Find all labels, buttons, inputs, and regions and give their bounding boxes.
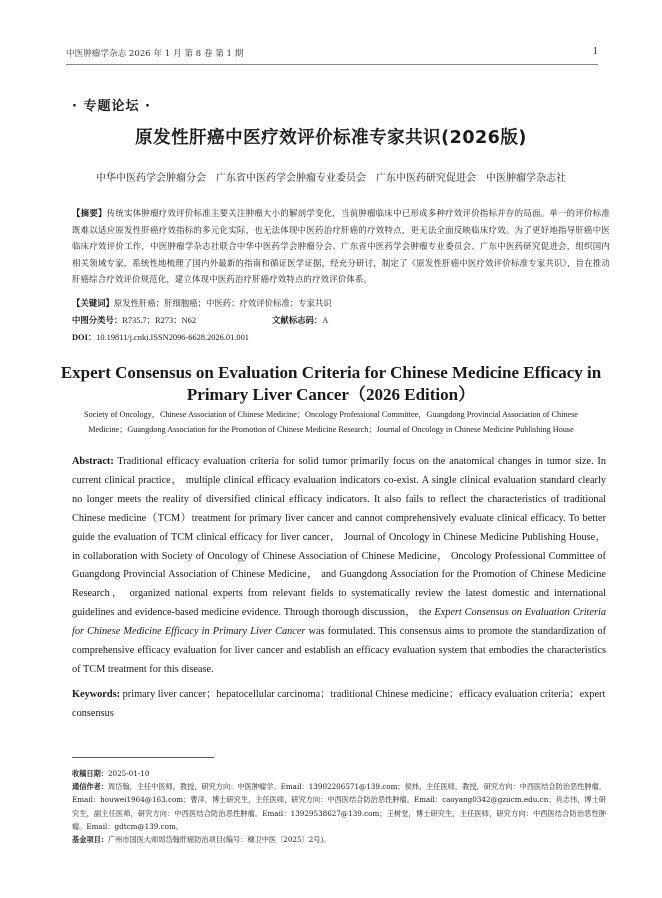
doi-value: 10.19811/j.cnki.ISSN2096-6628.2026.01.001 [96,333,249,342]
correspondence-label: 通信作者： [72,782,108,792]
page-number: 1 [592,45,598,57]
running-header: 中医肿瘤学杂志 2026 年 1 月 第 8 卷 第 1 期 [66,49,244,59]
english-abstract-label: Abstract: [72,456,114,467]
english-keywords [72,686,606,724]
chinese-abstract-text: 传统实体肿瘤疗效评价标准主要关注肿瘤大小的解剖学变化，当前肿瘤临床中已形成多种疗效评价指标并存的局面。单一的评价标准既难以适应原发性肝癌疗效指标的多元化实际，也无法体现中医药治疗肝癌的疗效特点，更无法全面反映临床疗效。为了更好地指导肝癌中医临床疗效评价工作，中医肿瘤学杂志社联合中华中医药学会肿瘤分会、广东省中医药学会肿瘤专业委员会、广东中医药研究促进会，组织国内相关领域专家，系统性地梳理了国内外最新的指南和循证医学证据，经充分研讨，制定了《原发性肝癌中医疗效评价标准专家共识》，旨在推动肝癌综合疗效评价规范化，建立体现中医药治疗肝癌疗效特点的疗效评价体系。 [72,208,610,285]
doi-label: DOI： [72,333,97,342]
english-abstract [72,453,606,680]
english-keywords-text: primary liver cancer；hepatocellular carcinoma；traditional Chinese medicine；efficacy evaluation criteria；expert consensus [72,689,606,719]
received-date [72,767,606,780]
received-value: 2025-01-10 [107,769,150,778]
fund-project [72,833,606,846]
classification-line [72,314,328,326]
english-abstract-consensus-title: Expert Consensus on Evaluation Criteria for Chinese Medicine Efficacy in Primary Liver Cancer [72,607,607,638]
english-title: Expert Consensus on Evaluation Criteria for Chinese Medicine Efficacy in Primary Liver Cancer（2026 Edition） [60,363,602,404]
chinese-title: 原发性肝癌中医疗效评价标准专家共识(2026版) [135,128,527,148]
document-code-label: 文献标志码： [272,315,323,325]
document-code-value: A [322,316,329,325]
received-label: 收稿日期： [72,769,108,778]
english-authors: Society of Oncology，Chinese Association of Chinese Medicine；Oncology Professional Committee，Guangdong Provincial Association of Chinese Medicine；Guangdong Association for the Promotion of Chinese Medicine Research；Journal of Oncology in Chinese Medicine Publishing House [84,410,578,435]
english-keywords-label: Keywords: [72,689,121,700]
fund-label: 基金项目： [72,835,108,845]
chinese-authors: 中华中医药学会肿瘤分会 广东省中医药学会肿瘤专业委员会 广东中医药研究促进会 中医肿瘤学杂志社 [96,173,566,184]
chinese-abstract-label: 【摘要】 [72,208,107,218]
footnotes [72,767,606,846]
correspondence [72,780,606,833]
english-abstract-text-1: Traditional efficacy evaluation criteria for solid tumor primarily focus on the anatomical changes in tumor size. In current clinical practice， multiple clinical efficacy evaluation indicators co-exist. A single clinical evaluation standard clearly no longer meets the reality of diversified clinical efficacy indicators. It also fails to reflect the characteristics of traditional Chinese medicine（TCM）treatment for primary liver cancer and cannot comprehensively evaluate clinical efficacy. To better guide the evaluation of TCM clinical efficacy for liver cancer， Journal of Oncology in Chinese Medicine Publishing House， in collaboration with Society of Oncology of Chinese Association of Chinese Medicine， Oncology Professional Committee of Guangdong Provincial Association of Chinese Medicine， and Guangdong Association for the Promotion of Chinese Medicine Research， organized national experts from relevant fields to systematically review the latest domestic and international guidelines and evidence-based medicine evidence. Through thorough discussion， the [72,456,607,619]
classification-label: 中图分类号： [72,315,123,325]
chinese-keywords-text: 原发性肝癌；肝细胞癌；中医药；疗效评价标准；专家共识 [113,298,332,308]
fund-value: 广州市国医大师周岱翰肝癌防治项目(编号：穗卫中医〔2025〕2号)。 [107,835,331,845]
chinese-abstract [72,205,610,288]
column-label: · 专题论坛 · [72,99,151,114]
header-rule [66,64,598,65]
correspondence-value: 周岱翰，主任中医师，教授，研究方向：中医肿瘤学。Email：13902206571@139.com；侯炜，主任医师，教授，研究方向：中西医结合防治恶性肿瘤。Email：houwei1964@163.com；曹洋，博士研究生，主任医师，研究方向：中西医结合防治恶性肿瘤。Email：caoyang0342@gzucm.edu.cn；肖志伟，博士研究生，副主任医师，研究方向：中西医结合防治恶性肿瘤。Email：13929538627@139.com；王树堂，博士研究生，主任医师，研究方向：中西医结合防治恶性肿瘤。Email：gdtcm@139.com。 [72,782,606,831]
english-abstract-text-2: was formulated. This consensus aims to promote the standardization of comprehensive efficacy evaluation for liver cancer and establish an efficacy evaluation system that embodies the characteristics of TCM treatment for this disease. [72,626,607,675]
doi-line [72,331,249,343]
footnote-rule [72,757,214,758]
chinese-keywords [72,297,332,309]
classification-value: R735.7；R273；N62 [122,316,197,325]
chinese-keywords-label: 【关键词】 [72,298,114,308]
